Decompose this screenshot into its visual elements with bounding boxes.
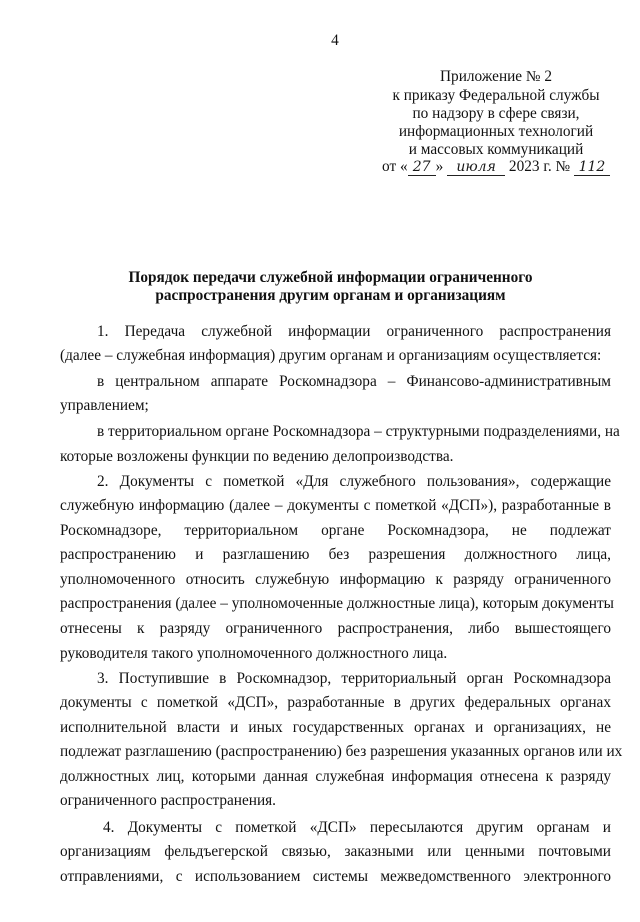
- body-line: в центральном аппарате Роскомнадзора – Финансово-административным: [97, 373, 611, 390]
- body-line: ограниченного распространения.: [60, 792, 277, 809]
- body-line: распространению и разглашению без разрешения должностного лица,: [60, 546, 611, 563]
- order-date-line: [366, 157, 626, 177]
- appendix-line: и массовых коммуникаций: [408, 141, 584, 158]
- body-line: распространения (далее – уполномоченные должностные лица), которым документы: [60, 595, 614, 612]
- body-line: 3. Поступившие в Роскомнадзор, территориальный орган Роскомнадзора: [97, 670, 611, 687]
- body-line: отправлениями, с использованием системы межведомственного электронного: [60, 868, 611, 885]
- appendix-line: к приказу Федеральной службы: [392, 87, 600, 104]
- appendix-line: Приложение № 2: [440, 68, 552, 85]
- body-line: организациям фельдъегерской связью, заказными или ценными почтовыми: [60, 843, 611, 860]
- body-line: должностных лиц, которыми данная служебная информация отнесена к разряду: [60, 768, 611, 785]
- appendix-line: по надзору в сфере связи,: [412, 105, 580, 122]
- body-line: 2. Документы с пометкой «Для служебного пользования», содержащие: [97, 473, 611, 490]
- order-year: 2023 г.: [508, 158, 552, 175]
- order-date-prefix: от «: [382, 158, 408, 175]
- body-line: 1. Передача служебной информации ограниченного распространения: [97, 323, 611, 340]
- body-line: управлением;: [60, 397, 149, 414]
- body-line: уполномоченного относить служебную информацию к разряду ограниченного: [60, 571, 611, 588]
- body-line: 4. Документы с пометкой «ДСП» пересылаются другим органам и: [103, 819, 611, 836]
- body-line: (далее – служебная информация) другим органам и организациям осуществляется:: [60, 347, 602, 364]
- title-line: распространения другим органам и организациям: [155, 287, 506, 304]
- body-line: отнесены к разряду ограниченного распространения, либо вышестоящего: [60, 620, 611, 637]
- handwritten-month: июля: [447, 159, 505, 176]
- body-line: служебную информацию (далее – документы с пометкой «ДСП»), разработанные в: [60, 497, 611, 514]
- body-line: документы с пометкой «ДСП», разработанные в других федеральных органах: [60, 694, 611, 711]
- body-line: Роскомнадзоре, территориальном органе Роскомнадзора, не подлежат: [60, 522, 611, 539]
- body-line: в территориальном органе Роскомнадзора – структурными подразделениями, на: [97, 423, 620, 440]
- order-date-quote-close: »: [435, 158, 444, 175]
- order-number-sign: №: [555, 158, 571, 175]
- body-line: руководителя такого уполномоченного должностного лица.: [60, 645, 448, 662]
- body-line: подлежат разглашению (распространению) без разрешения указанных органов или их: [60, 743, 623, 760]
- handwritten-day: 27: [408, 159, 436, 176]
- body-line: которые возложены функции по ведению делопроизводства.: [60, 448, 454, 465]
- handwritten-order-number: 112: [574, 159, 610, 176]
- title-line: Порядок передачи служебной информации ограниченного: [128, 269, 533, 286]
- page-number: 4: [331, 32, 339, 49]
- appendix-line: информационных технологий: [398, 123, 594, 140]
- body-line: исполнительной власти и иных государственных органах и организациях, не: [60, 719, 611, 736]
